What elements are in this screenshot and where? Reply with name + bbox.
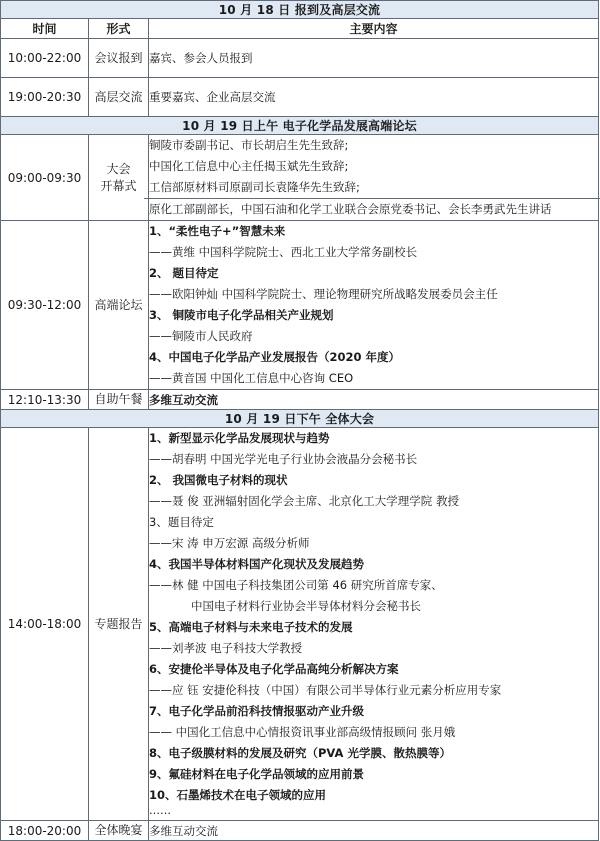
- talk-title: 4、我国半导体材料国产化现状及发展趋势: [149, 557, 364, 571]
- talk-title: 9、氟硅材料在电子化学品领域的应用前景: [149, 767, 364, 781]
- day2pm-title: 10 月 19 日下午 全体大会: [1, 410, 599, 428]
- opening-row: [1, 135, 599, 221]
- lunch-time: 12:10-13:30: [1, 390, 89, 410]
- header-time: 时间: [1, 19, 89, 39]
- forum-row: [1, 221, 599, 390]
- opening-content: [149, 135, 599, 221]
- talk-title: 2、 题目待定: [149, 266, 219, 280]
- opening-form-line2: 开幕式: [100, 178, 137, 193]
- dinner-row: [1, 821, 599, 841]
- exchange-row: [1, 78, 599, 117]
- talk-title: 1、新型显示化学品发展现状与趋势: [149, 431, 330, 445]
- opening-form: [89, 135, 149, 221]
- opening-form-line1: 大会: [106, 161, 131, 176]
- session-content: [149, 428, 599, 821]
- opening-line: 工信部原材料司原副司长袁隆华先生致辞;: [149, 180, 360, 194]
- opening-time: 09:00-09:30: [1, 135, 89, 221]
- header-content: 主要内容: [149, 19, 599, 39]
- talk-title: 8、电子级膜材料的发展及研究（PVA 光学膜、散热膜等）: [149, 746, 451, 760]
- talk-speaker: —— 中国化工信息中心情报资讯事业部高级情报顾问 张月娥: [149, 725, 456, 739]
- session-form: 专题报告: [89, 428, 149, 821]
- talk-speaker: ——欧阳钟灿 中国科学院院士、理论物理研究所战略发展委员会主任: [149, 287, 498, 301]
- lunch-form: 自助午餐: [89, 390, 149, 410]
- header-row: [1, 19, 599, 39]
- talk-title: 6、安捷伦半导体及电子化学品高纯分析解决方案: [149, 662, 399, 676]
- talk-title: 3、题目待定: [149, 515, 214, 529]
- exchange-form: 高层交流: [89, 78, 149, 117]
- exchange-time: 19:00-20:30: [1, 78, 89, 117]
- registration-content: 嘉宾、参会人员报到: [149, 39, 599, 78]
- talk-speaker: ——黄音国 中国化工信息中心咨询 CEO: [149, 371, 354, 385]
- forum-content: [149, 221, 599, 390]
- opening-line: 中国化工信息中心主任揭玉斌先生致辞;: [149, 159, 349, 173]
- talk-speaker-affiliation: 中国电子材料行业协会半导体材料分会秘书长: [191, 599, 421, 613]
- registration-time: 10:00-22:00: [1, 39, 89, 78]
- talk-speaker: ——胡春明 中国光学光电子行业协会液晶分会秘书长: [149, 452, 418, 466]
- day1-title-row: [1, 1, 599, 19]
- dinner-time: 18:00-20:00: [1, 821, 89, 841]
- talk-title: 10、石墨烯技术在电子领域的应用: [149, 788, 327, 802]
- talk-speaker: ——刘孝波 电子科技大学教授: [149, 641, 303, 655]
- dinner-content: 多维互动交流: [149, 821, 599, 841]
- header-form: 形式: [89, 19, 149, 39]
- talk-title: 1、“柔性电子+”智慧未来: [149, 224, 286, 238]
- talk-speaker: ——应 钰 安捷伦科技（中国）有限公司半导体行业元素分析应用专家: [149, 683, 502, 697]
- talk-title: 5、高端电子材料与未来电子技术的发展: [149, 620, 353, 634]
- day2pm-title-row: [1, 410, 599, 428]
- forum-form: 高端论坛: [89, 221, 149, 390]
- talk-title: 2、 我国微电子材料的现状: [149, 473, 288, 487]
- session-time: 14:00-18:00: [1, 428, 89, 821]
- talk-speaker: ——黄维 中国科学院院士、西北工业大学常务副校长: [149, 245, 418, 259]
- day2am-title: 10 月 19 日上午 电子化学品发展高端论坛: [1, 117, 599, 135]
- forum-time: 09:30-12:00: [1, 221, 89, 390]
- talk-speaker: ——铜陵市人民政府: [149, 329, 253, 343]
- day2am-title-row: [1, 117, 599, 135]
- opening-line: 原化工部副部长，中国石油和化学工业联合会原党委书记、会长李勇武先生讲话: [144, 198, 600, 220]
- lunch-row: [1, 390, 599, 410]
- talk-title: 7、电子化学品前沿科技情报驱动产业升级: [149, 704, 364, 718]
- lunch-content: 多维互动交流: [149, 390, 599, 410]
- dinner-form: 全体晚宴: [89, 821, 149, 841]
- talk-speaker: ——聂 俊 亚洲辐射固化学会主席、北京化工大学理学院 教授: [149, 494, 459, 508]
- day1-title: 10 月 18 日 报到及高层交流: [1, 1, 599, 19]
- registration-row: [1, 39, 599, 78]
- talk-title: 3、 铜陵市电子化学品相关产业规划: [149, 308, 334, 322]
- exchange-content: 重要嘉宾、企业高层交流: [149, 78, 599, 117]
- ellipsis: ……: [149, 806, 171, 817]
- session-row: [1, 428, 599, 821]
- talk-title: 4、中国电子化学品产业发展报告（2020 年度）: [149, 350, 401, 364]
- talk-speaker: ——宋 涛 申万宏源 高级分析师: [149, 536, 310, 550]
- opening-line: 铜陵市委副书记、市长胡启生先生致辞;: [149, 138, 349, 152]
- registration-form: 会议报到: [89, 39, 149, 78]
- talk-speaker: ——林 健 中国电子科技集团公司第 46 研究所首席专家、: [149, 578, 443, 592]
